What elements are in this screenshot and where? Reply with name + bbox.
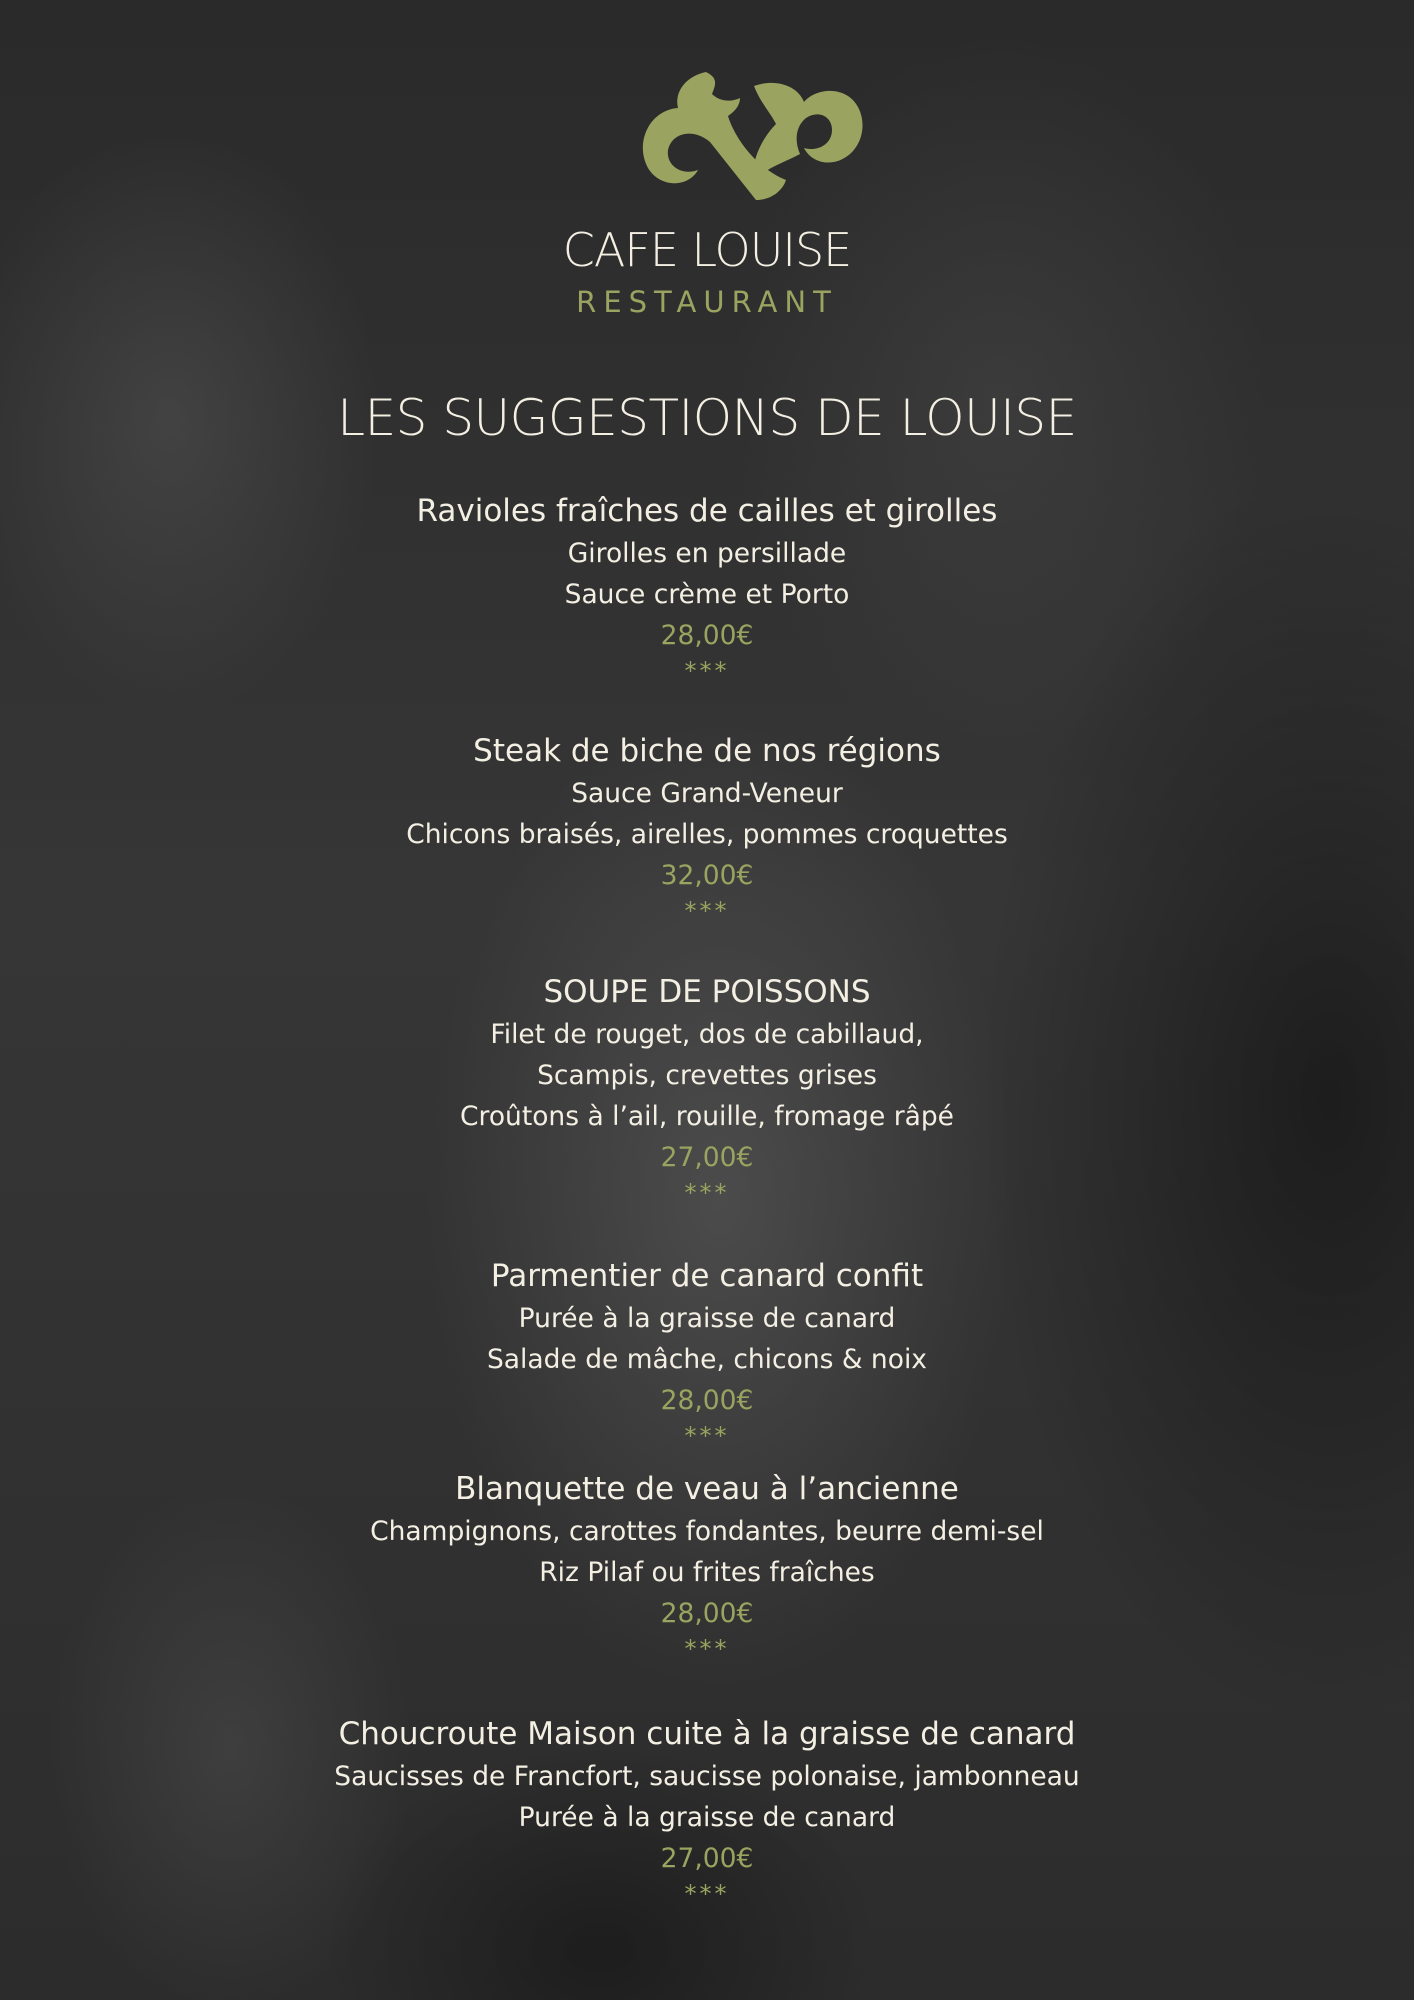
dish-description: Chicons braisés, airelles, pommes croquettes — [406, 819, 1008, 850]
dish-description: Purée à la graisse de canard — [518, 1802, 896, 1833]
ornamental-swirl-logo — [636, 72, 866, 207]
dish-separator: *** — [684, 897, 730, 925]
menu-item — [0, 1254, 1414, 1451]
menu-item — [0, 970, 1414, 1208]
dish-description: Girolles en persillade — [567, 538, 847, 569]
dish-separator: *** — [684, 1179, 730, 1207]
dish-name: Blanquette de veau à l’ancienne — [455, 1471, 959, 1507]
dish-separator: *** — [684, 1635, 730, 1663]
menu-item — [0, 729, 1414, 926]
dish-description: Sauce crème et Porto — [564, 579, 850, 610]
brand-subtitle: RESTAURANT — [576, 285, 838, 319]
dish-name: Ravioles fraîches de cailles et girolles — [416, 493, 998, 529]
dish-separator: *** — [684, 1880, 730, 1908]
menu-item — [0, 1467, 1414, 1664]
dish-price: 28,00€ — [660, 620, 754, 651]
dish-price: 27,00€ — [660, 1843, 754, 1874]
dish-description: Scampis, crevettes grises — [537, 1060, 877, 1091]
dish-description: Champignons, carottes fondantes, beurre demi-sel — [370, 1516, 1044, 1547]
dish-description: Salade de mâche, chicons & noix — [486, 1344, 927, 1375]
dish-name: SOUPE DE POISSONS — [543, 974, 871, 1010]
dish-separator: *** — [684, 1422, 730, 1450]
menu-title: LES SUGGESTIONS DE LOUISE — [337, 389, 1077, 447]
dish-separator: *** — [684, 657, 730, 685]
dish-price: 27,00€ — [660, 1142, 754, 1173]
brand-name: CAFE LOUISE — [562, 223, 852, 277]
dish-price: 32,00€ — [660, 860, 754, 891]
dish-description: Riz Pilaf ou frites fraîches — [539, 1557, 875, 1588]
dish-description: Filet de rouget, dos de cabillaud, — [490, 1019, 924, 1050]
dish-name: Choucroute Maison cuite à la graisse de canard — [338, 1716, 1076, 1752]
dish-name: Steak de biche de nos régions — [473, 733, 941, 769]
dish-description: Purée à la graisse de canard — [518, 1303, 896, 1334]
menu-item — [0, 1712, 1414, 1909]
dish-price: 28,00€ — [660, 1598, 754, 1629]
dish-name: Parmentier de canard confit — [490, 1258, 924, 1294]
dish-description: Croûtons à l’ail, rouille, fromage râpé — [460, 1101, 954, 1132]
dish-description: Saucisses de Francfort, saucisse polonaise, jambonneau — [334, 1761, 1080, 1792]
dish-price: 28,00€ — [660, 1385, 754, 1416]
menu-item — [0, 489, 1414, 686]
dish-description: Sauce Grand-Veneur — [571, 778, 843, 809]
